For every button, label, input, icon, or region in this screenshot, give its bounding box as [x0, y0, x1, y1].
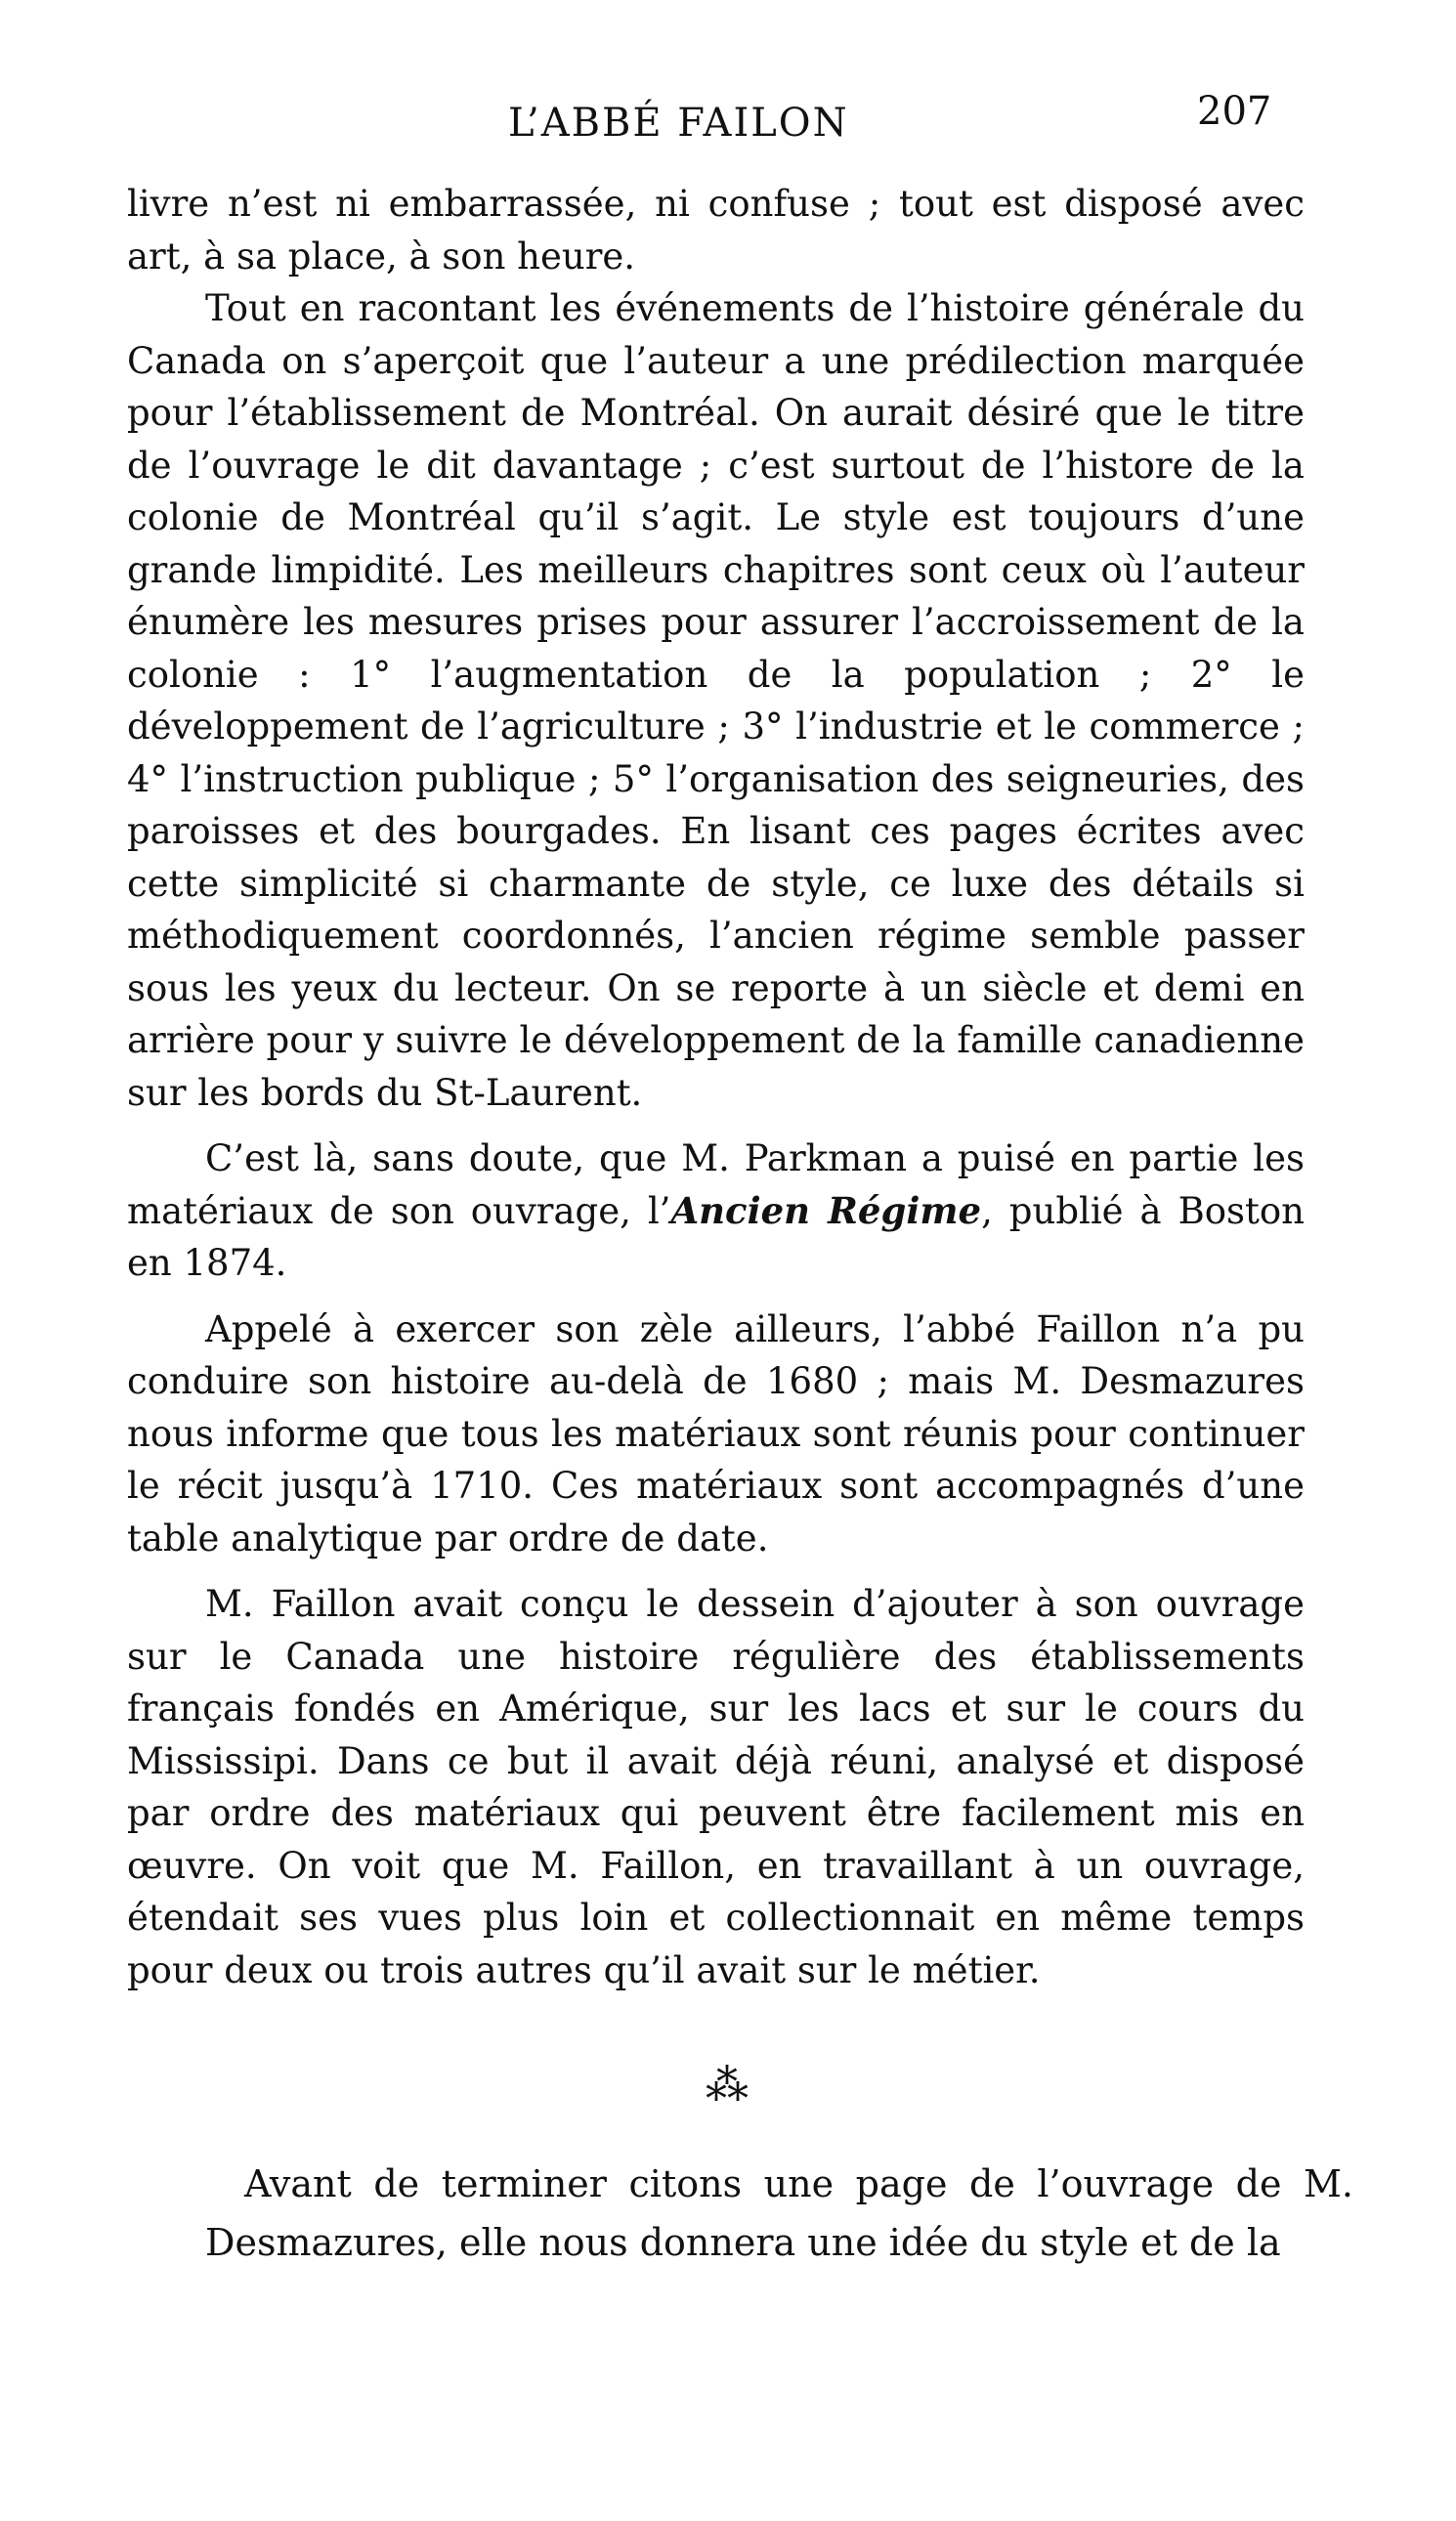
paragraph-parkman — [127, 1132, 1305, 1290]
paragraph-continuation: livre n’est ni embarrassée, ni confuse ; tout est disposé avec art, à sa place, à son heure. — [127, 183, 1305, 278]
parkman-text-after: , publié à Boston en 1874. — [127, 1189, 1305, 1284]
page-number: 207 — [1197, 89, 1272, 134]
closing-section — [205, 2155, 1353, 2272]
running-title: L’ABBÉ FAILON — [508, 101, 849, 146]
paragraph-montreal-history: Tout en racontant les événements de l’histoire générale du Canada on s’aperçoit que l’auteur a une prédilection marquée pour l’établissement de Montréal. On aurait désiré que le titre de l’ouvrage le dit davantage ; c’est surtout de l’histore de la colonie de Montréal qu’il s’agit. Le style est toujours d’une grande limpidité. Les meilleurs chapitres sont ceux où l’auteur énumère les mesures prises pour assurer l’accroissement de la colonie : 1° l’augmentation de la population ; 2° le développement de l’agriculture ; 3° l’industrie et le commerce ; 4° l’instruction publique ; 5° l’organisation des seigneuries, des paroisses et des bourgades. En lisant ces pages écrites avec cette simplicité si charmante de style, ce luxe des détails si méthodiquement coordonnés, l’ancien régime semble passer sous les yeux du lecteur. On se reporte à un siècle et demi en arrière pour y suivre le développement de la famille canadienne sur les bords du St-Laurent. — [127, 287, 1305, 1114]
paragraph-closing: Avant de terminer citons une page de l’ouvrage de M. Desmazures, elle nous donnera une idée du style et de la — [205, 2162, 1353, 2264]
asterism-separator: ⁂ — [706, 2061, 750, 2111]
paragraph-1680-1710: Appelé à exercer son zèle ailleurs, l’abbé Faillon n’a pu conduire son histoire au-delà de 1680 ; mais M. Desmazures nous informe que tous les matériaux sont réunis pour continuer le récit jusqu’à 1710. Ces matériaux sont accompagnés d’une table analytique par ordre de date. — [127, 1307, 1305, 1560]
parkman-text-before: C’est là, sans doute, que M. Parkman a puisé en partie les matériaux de son ouvrage, l’ — [127, 1137, 1305, 1232]
book-title-ancien-regime: Ancien Régime — [670, 1188, 982, 1232]
running-head — [0, 89, 1456, 152]
paragraph-mississipi: M. Faillon avait conçu le dessein d’ajouter à son ouvrage sur le Canada une histoire régulière des établissements français fondés en Amérique, sur les lacs et sur le cours du Mississipi. Dans ce but il avait déjà réuni, analysé et disposé par ordre des matériaux qui peuvent être facilement mis en œuvre. On voit que M. Faillon, en travaillant à un ouvrage, étendait ses vues plus loin et collectionnait en même temps pour deux ou trois autres qu’il avait sur le métier. — [127, 1583, 1305, 1991]
body-text — [127, 178, 1305, 1996]
